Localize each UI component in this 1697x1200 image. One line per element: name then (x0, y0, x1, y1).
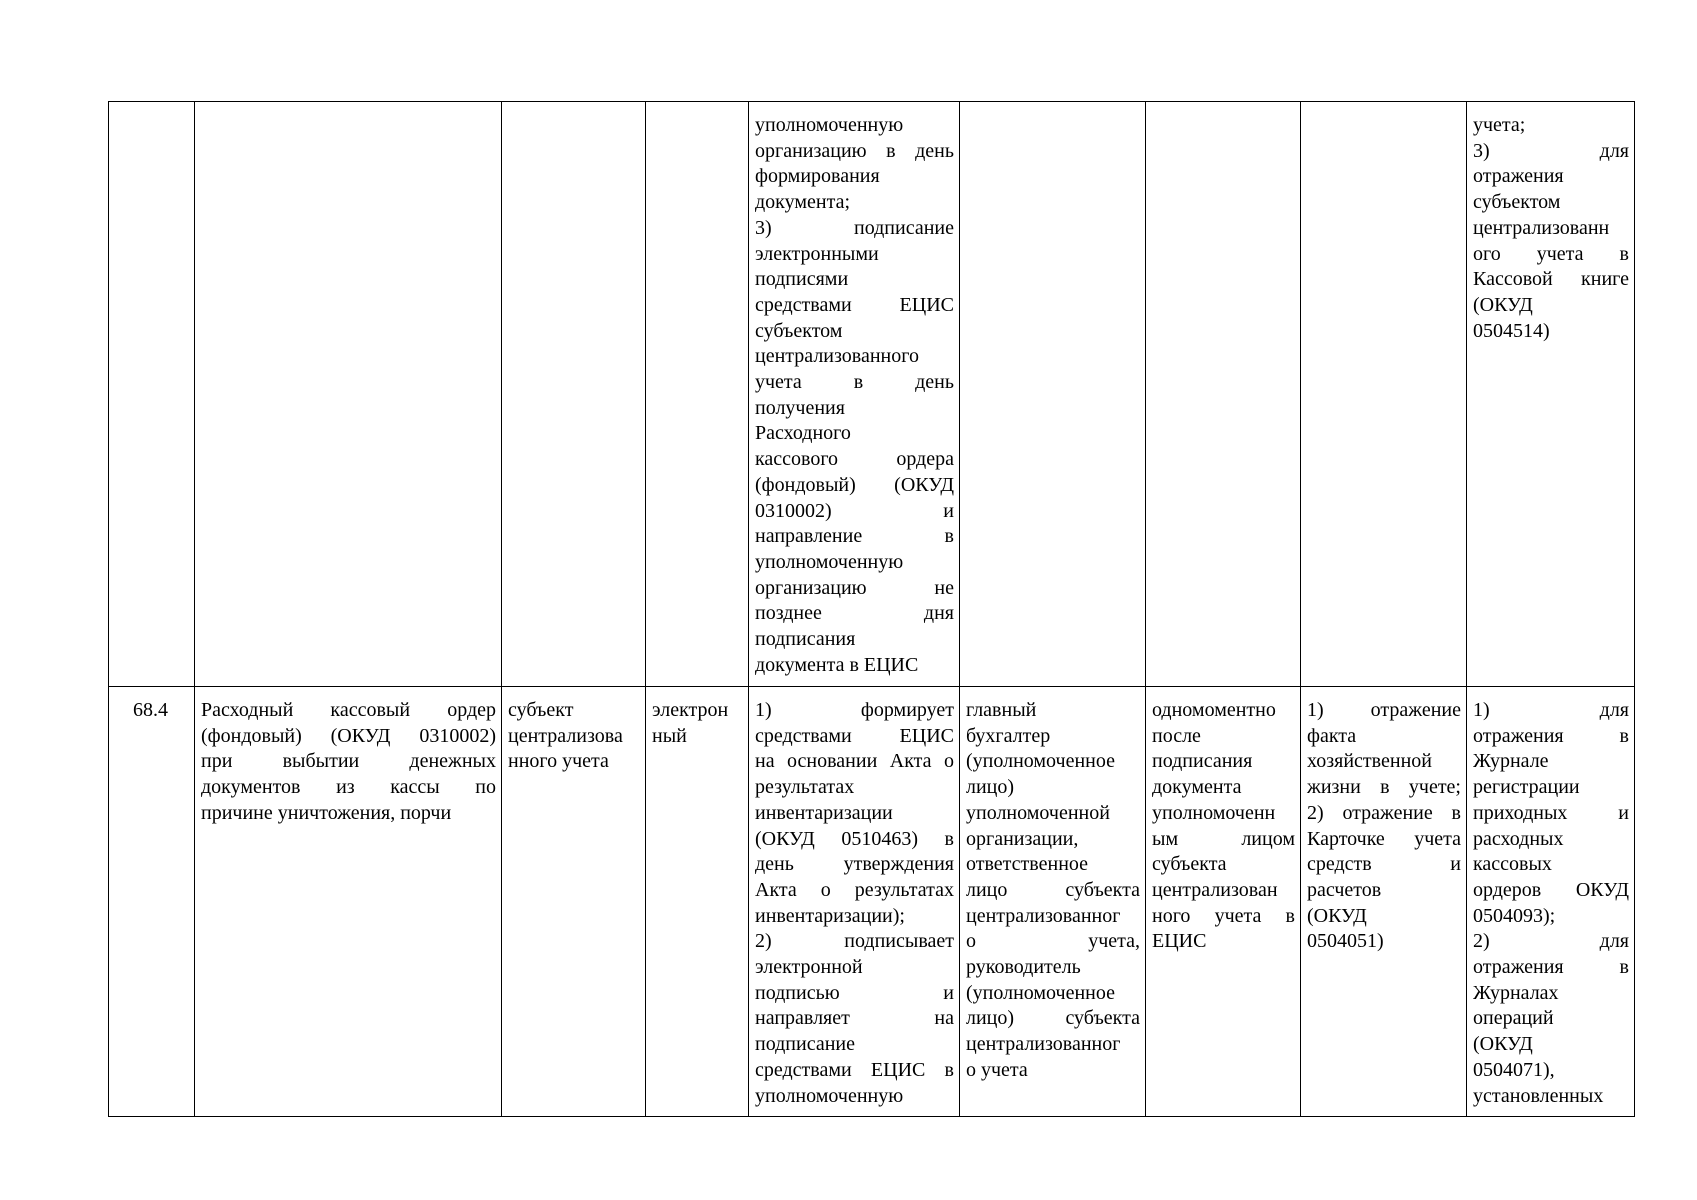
cell-text-line: (фондовый) (ОКУД (755, 473, 954, 496)
cell-registers (1467, 687, 1635, 1117)
cell-procedure (749, 687, 960, 1117)
cell-text-line: централизова (508, 724, 623, 747)
cell-responsible (502, 687, 646, 1117)
cell-text-line: день утверждения (755, 853, 954, 876)
cell-text-line: документа в ЕЦИС (755, 653, 919, 676)
cell-text-line: уполномоченн (1152, 801, 1276, 824)
cell-text-line: о учета, (966, 930, 1140, 953)
cell-text-line: отражения (1473, 165, 1564, 188)
cell-reflection (1301, 687, 1467, 1117)
cell-text-line: 2) отражение в (1307, 801, 1461, 824)
cell-text-line: уполномоченную (755, 114, 904, 136)
cell-text-line: Акта о результатах (755, 878, 954, 901)
cell-text-line: инвентаризации (755, 801, 893, 824)
cell-text-line: ответственное (966, 853, 1089, 876)
cell-text-line: (ОКУД (1473, 1033, 1533, 1056)
cell-text-line: подписание (755, 1033, 855, 1056)
cell-text-line: электрон (652, 699, 729, 721)
cell-text-line: Журнале (1473, 750, 1549, 773)
cell-text-line: главный (966, 699, 1037, 721)
cell-text-line: электронными (755, 242, 879, 265)
cell-text-line: средствами ЕЦИС в (755, 1058, 954, 1081)
cell-text-line: средств и (1307, 853, 1461, 876)
cell-text-line: централизованного (755, 345, 919, 368)
cell-text-line: (фондовый) (ОКУД 0310002) (201, 724, 496, 747)
cell-text-line: Расходный кассовый ордер (201, 699, 496, 721)
cell-text-line: расчетов (1307, 878, 1382, 901)
cell-text-line: отражения в (1473, 724, 1629, 747)
cell-text-line: субъектом (755, 319, 843, 342)
cell-text-line: (ОКУД (1473, 293, 1533, 316)
cell-text-line: 0504051) (1307, 930, 1384, 953)
cell-text-line: жизни в учете; (1307, 776, 1461, 799)
cell-format (646, 687, 749, 1117)
cell-text-line: 0504514) (1473, 319, 1550, 342)
cell-text-line: учета в день (755, 371, 954, 394)
cell-text-line: Расходного (755, 422, 851, 445)
cell-text-line: лицо) субъекта (966, 1007, 1140, 1030)
cell-text-line: Кассовой книге (1473, 268, 1629, 291)
cell-text-line: лицо) (966, 776, 1015, 799)
cell-text-line: расходных (1473, 827, 1564, 850)
cell-text-line: направление в (755, 525, 954, 548)
cell-text-line: 1) для (1473, 699, 1629, 721)
cell-reflection (1301, 102, 1467, 687)
cell-text-line: (ОКУД 0510463) в (755, 827, 954, 850)
cell-text-line: подписания (1152, 750, 1253, 773)
cell-text-line: средствами ЕЦИС (755, 724, 954, 747)
cell-procedure (749, 102, 960, 687)
cell-text-line: (уполномоченное (966, 750, 1116, 773)
cell-text-line: установленных (1473, 1084, 1604, 1107)
cell-text-line: централизован (1152, 878, 1278, 901)
cell-timing (1146, 687, 1301, 1117)
cell-text-line: операций (1473, 1007, 1554, 1030)
cell-text-line: ного учета в (1152, 904, 1295, 927)
cell-text-line: (ОКУД (1307, 904, 1367, 927)
cell-text-line: регистрации (1473, 776, 1580, 799)
cell-document-name (195, 687, 502, 1117)
cell-text-line: формирования (755, 165, 880, 188)
cell-text-line: одномоментно (1152, 699, 1276, 721)
cell-text-line: ого учета в (1473, 242, 1629, 265)
cell-text-line: субъект (508, 699, 574, 721)
cell-text-line: приходных и (1473, 801, 1629, 824)
cell-text-line: подписания (755, 628, 856, 651)
table-row-68-4 (109, 687, 1635, 1117)
cell-text-line: (уполномоченное (966, 981, 1116, 1004)
cell-text-line: на основании Акта о (755, 750, 954, 773)
cell-text-line: уполномоченную (755, 1084, 904, 1107)
cell-text-line: ордеров ОКУД (1473, 878, 1629, 901)
cell-text-line: централизованног (966, 1033, 1121, 1056)
cell-text-line: факта (1307, 724, 1357, 747)
cell-text-line: при выбытии денежных (201, 750, 496, 773)
cell-text-line: получения (755, 396, 845, 419)
cell-text-line: 0504071), (1473, 1058, 1555, 1081)
cell-text-line: подписью и (755, 981, 954, 1004)
cell-signers (960, 687, 1146, 1117)
cell-text-line: руководитель (966, 956, 1081, 979)
table-row-continuation (109, 102, 1635, 687)
cell-text-line: организацию в день (755, 139, 954, 162)
cell-text-line: причине уничтожения, порчи (201, 801, 452, 824)
cell-text-line: документов из кассы по (201, 776, 496, 799)
cell-text-line: организацию не (755, 576, 954, 599)
document-table (108, 101, 1635, 1117)
cell-text-line: отражения в (1473, 956, 1629, 979)
cell-text-line: направляет на (755, 1007, 954, 1030)
cell-text-line: Журналах (1473, 981, 1559, 1004)
cell-text-line: хозяйственной (1307, 750, 1432, 773)
cell-registers (1467, 102, 1635, 687)
cell-text-line: позднее дня (755, 602, 954, 625)
cell-text-line: бухгалтер (966, 724, 1051, 747)
cell-text-line: централизованног (966, 904, 1121, 927)
cell-text-line: подписями (755, 268, 849, 291)
cell-text-line: 3) для (1473, 139, 1629, 162)
cell-text-line: 2) для (1473, 930, 1629, 953)
cell-text-line: 3) подписание (755, 216, 954, 239)
cell-number (109, 102, 195, 687)
cell-text-line: инвентаризации); (755, 904, 905, 927)
cell-format (646, 102, 749, 687)
cell-text-line: кассового ордера (755, 448, 954, 471)
cell-text-line: 1) формирует (755, 699, 954, 721)
cell-text-line: кассовых (1473, 853, 1552, 876)
cell-text-line: Карточке учета (1307, 827, 1461, 850)
cell-text-line: 0504093); (1473, 904, 1556, 927)
cell-text-line: уполномоченную (755, 550, 904, 573)
cell-text-line: электронной (755, 956, 863, 979)
cell-text-line: о учета (966, 1058, 1028, 1081)
cell-text-line: ЕЦИС (1152, 930, 1207, 953)
cell-text-line: централизованн (1473, 216, 1610, 239)
cell-text-line: субъектом (1473, 191, 1561, 214)
cell-text-line: ный (652, 724, 687, 747)
cell-text-line: лицо субъекта (966, 878, 1140, 901)
cell-responsible (502, 102, 646, 687)
cell-text-line: ым лицом (1152, 827, 1295, 850)
cell-text-line: документа; (755, 191, 850, 214)
cell-text-line: средствами ЕЦИС (755, 293, 954, 316)
cell-text-line: уполномоченной (966, 801, 1110, 824)
cell-text-line: субъекта (1152, 853, 1227, 876)
cell-number: 68.4 (109, 687, 195, 1117)
cell-text-line: документа (1152, 776, 1242, 799)
cell-text-line: после (1152, 724, 1201, 747)
cell-text-line: 1) отражение (1307, 699, 1461, 721)
cell-text-line: 0310002) и (755, 499, 954, 522)
cell-text-line: организации, (966, 827, 1079, 850)
cell-signers (960, 102, 1146, 687)
cell-document-name (195, 102, 502, 687)
cell-timing (1146, 102, 1301, 687)
cell-text-line: нного учета (508, 750, 609, 773)
cell-text-line: учета; (1473, 114, 1526, 136)
cell-text-line: 2) подписывает (755, 930, 954, 953)
cell-text-line: результатах (755, 776, 855, 799)
